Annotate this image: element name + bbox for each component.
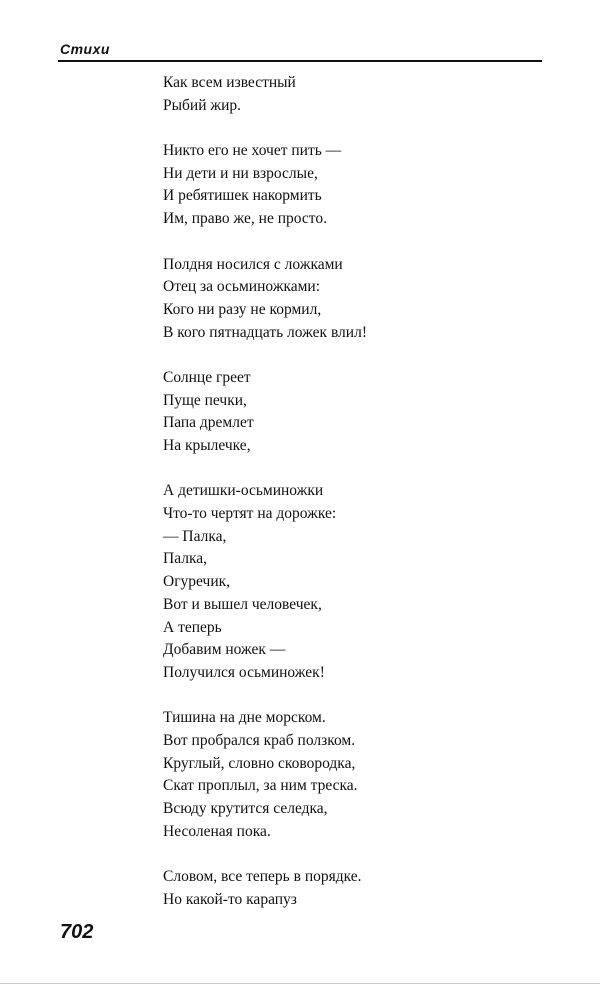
poem-line: Получился осьминожек! [163, 663, 325, 681]
poem-line: Рыбий жир. [163, 96, 242, 114]
stanza [163, 480, 543, 684]
poem-line: Как всем известный [163, 74, 296, 91]
poem-line: Им, право же, не просто. [163, 210, 327, 228]
poem-line: Всюду крутится селедка, [163, 800, 328, 817]
poem-line: Солнце греет [163, 368, 251, 386]
poem-line: Добавим ножек — [163, 641, 286, 659]
poem-line: И ребятишек накормить [163, 187, 322, 205]
stanza [163, 866, 543, 911]
stanza [163, 707, 543, 843]
poem-line: Никто его не хочет пить — [163, 142, 342, 160]
poem-line: — Палка, [163, 527, 227, 545]
stanza [163, 140, 543, 231]
header-rule [58, 60, 542, 62]
poem-line: Что-то чертят на дорожке: [163, 505, 337, 523]
stanza [163, 367, 543, 458]
poem-line: Несоленая пока. [163, 822, 271, 840]
poem-line: Вот пробрался краб ползком. [163, 731, 356, 749]
page-number: 702 [60, 921, 94, 943]
page-bottom-edge [0, 983, 600, 984]
poem-line: Кого ни разу не кормил, [163, 300, 322, 318]
poem-line: Отец за осьминожками: [163, 278, 321, 296]
stanza [163, 254, 543, 345]
poem-line: Но какой-то карапуз [163, 890, 297, 908]
poem-line: Круглый, словно сковородка, [163, 754, 356, 772]
poem-line: А теперь [163, 618, 222, 636]
poem-line: Папа дремлет [163, 414, 254, 432]
poem-line: Полдня носился с ложками [163, 255, 343, 273]
stanza [163, 72, 543, 117]
poem-line: А детишки-осьминожки [163, 482, 324, 500]
poem-line: Скат проплыл, за ним треска. [163, 777, 358, 795]
section-title: Стихи [60, 41, 110, 57]
poem-line: В кого пятнадцать ложек влил! [163, 323, 367, 341]
poem-body [163, 72, 543, 934]
poem-line: Тишина на дне морском. [163, 709, 326, 727]
poem-line: Палка, [163, 550, 207, 568]
poem-line: На крылечке, [163, 437, 251, 454]
poem-line: Огуречик, [163, 573, 231, 591]
poem-line: Пуще печки, [163, 391, 247, 409]
poem-line: Ни дети и ни взрослые, [163, 164, 318, 182]
poem-line: Словом, все теперь в порядке. [163, 868, 362, 886]
poem-line: Вот и вышел человечек, [163, 595, 322, 613]
